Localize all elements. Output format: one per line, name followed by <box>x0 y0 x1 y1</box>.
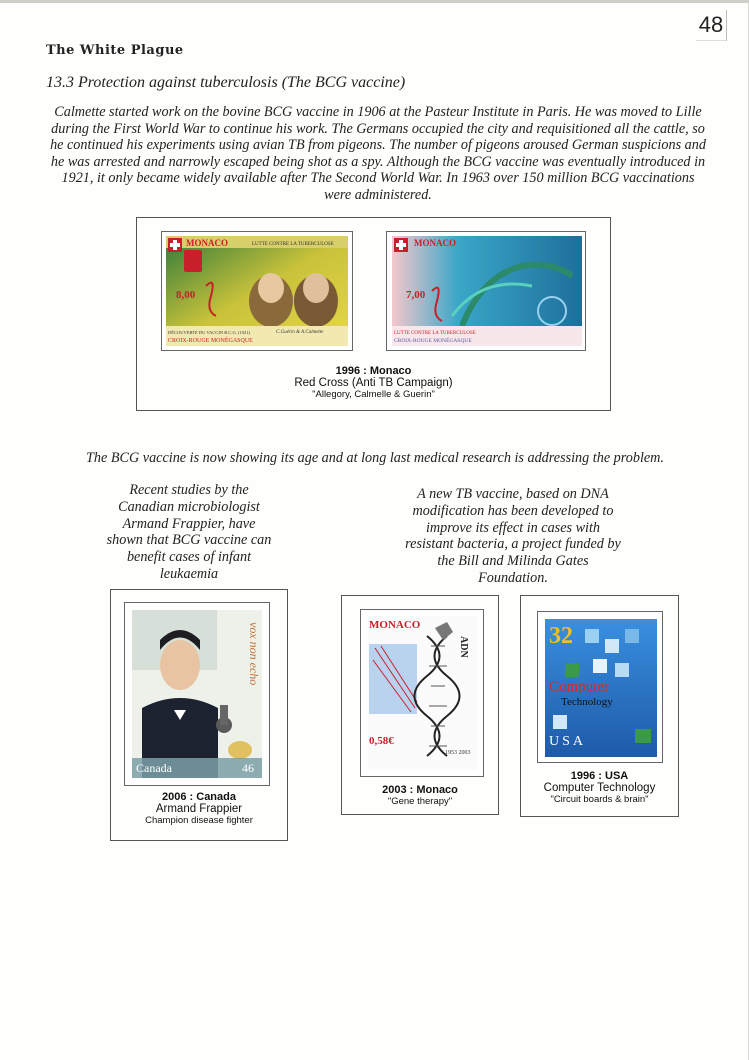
stamp-value: 46 <box>242 761 254 775</box>
stamp-monaco-gene-therapy <box>360 609 484 777</box>
stamp-bottom-line2: CROIX-ROUGE MONÉGASQUE <box>168 338 253 344</box>
caption-monaco-1996 <box>137 365 610 400</box>
stamp-names: C.Guérin & A.Calmette <box>276 330 324 335</box>
stamp-image-dna <box>367 616 477 770</box>
stamp-country: MONACO <box>369 619 421 631</box>
stamp-value: 32 <box>549 623 573 649</box>
canada-2006-frame <box>110 589 288 841</box>
caption-subtitle: "Allegory, Calmelle & Guerin" <box>312 389 435 400</box>
caption-subtitle: Champion disease fighter <box>145 815 253 826</box>
caption-subtitle: "Gene therapy" <box>387 796 453 807</box>
stamp-usa-computer-technology <box>537 611 663 763</box>
stamp-canada-frappier <box>124 602 270 786</box>
monaco-1996-frame <box>136 217 611 411</box>
stamp-value: 7,00 <box>406 289 426 301</box>
page-number: 48 <box>696 10 727 41</box>
stamp-country: Canada <box>136 761 172 775</box>
series-title: The White Plague <box>46 43 184 58</box>
caption-year: 2006 : Canada <box>162 791 236 803</box>
monaco-2003-frame <box>341 595 499 815</box>
caption-year: 1996 : USA <box>570 770 629 782</box>
stamp-image-allegory <box>392 236 582 346</box>
stamp-side-text: ADN <box>458 636 469 658</box>
stamp-word2: Technology <box>561 696 613 708</box>
usa-1996-frame <box>520 595 679 817</box>
stamp-country: USA <box>549 734 587 749</box>
stamp-country: MONACO <box>186 238 228 248</box>
stamp-image-computer <box>545 619 657 757</box>
caption-monaco-2003 <box>342 784 498 807</box>
stamp-bottom-line2: CROIX-ROUGE MONÉGASQUE <box>394 338 472 344</box>
stamp-monaco-calmette-guerin <box>161 231 353 351</box>
caption-usa-1996 <box>521 770 678 805</box>
stamp-image-frappier <box>132 610 262 778</box>
note-left: Recent studies by the Canadian microbiologist Armand Frappier, have shown that BCG vaccine can benefit cases of infant leukaemia <box>106 482 272 582</box>
caption-title: Armand Frappier <box>155 803 243 815</box>
stamp-word1: Computer <box>549 679 609 695</box>
stamp-value: 0,58€ <box>369 735 394 747</box>
intro-paragraph: Calmette started work on the bovine BCG vaccine in 1906 at the Pasteur Institute in Paris. He was moved to Lille during the First World War to continue his work. The Germans occupied the city and requisitioned all the cattle, so he continued his experiments using avian TB from pigeons. The number of pigeons aroused German suspicions and he was arrested and narrowly escaped being shot as a spy. Although the BCG vaccine was eventually introduced in 1921, it only became widely available after The Second World War. In 1963 over 150 million BCG vaccinations were administered. <box>50 104 706 203</box>
stamp-image-calmette <box>166 236 348 346</box>
stamp-motto: vox non echo <box>247 622 261 686</box>
stamp-years: 1953 2003 <box>445 750 471 756</box>
caption-canada-2006 <box>111 791 287 826</box>
stamp-bottom-line1: LUTTE CONTRE LA TUBERCULOSE <box>394 331 476 336</box>
caption-year: 1996 : Monaco <box>335 365 412 377</box>
caption-subtitle: "Circuit boards & brain" <box>550 794 649 805</box>
stamp-value: 8,00 <box>176 289 196 301</box>
section-heading: 13.3 Protection against tuberculosis (The BCG vaccine) <box>46 74 406 91</box>
caption-title: Red Cross (Anti TB Campaign) <box>294 377 453 389</box>
top-border <box>0 0 749 3</box>
caption-year: 2003 : Monaco <box>382 784 458 796</box>
midline-text: The BCG vaccine is now showing its age and at long last medical research is addressing the problem. <box>86 450 664 466</box>
stamp-bottom-line1: DÉCOUVERTE DU VACCIN B.C.G. (1921) <box>168 330 250 335</box>
stamp-top-text: LUTTE CONTRE LA TUBERCULOSE <box>252 242 334 247</box>
note-right: A new TB vaccine, based on DNA modification has been developed to improve its effect in cases with resistant bacteria, a project funded by the Bill and Milinda Gates Foundation. <box>405 486 621 586</box>
stamp-country: MONACO <box>414 238 456 248</box>
caption-title: Computer Technology <box>543 782 656 794</box>
stamp-monaco-allegory <box>386 231 586 351</box>
